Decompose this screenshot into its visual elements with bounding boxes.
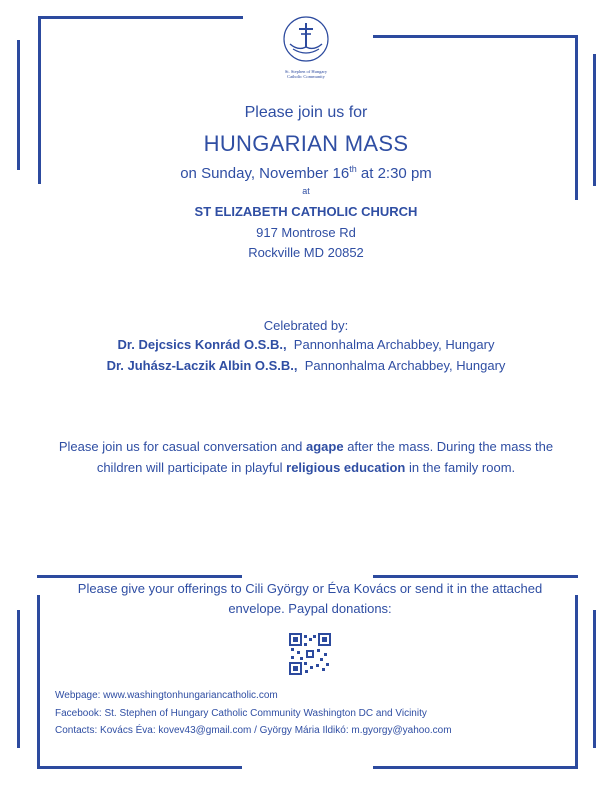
celebrated-heading: Celebrated by: (263, 318, 349, 333)
footer-facebook: Facebook: St. Stephen of Hungary Catholic Community Washington DC and Vicinity (55, 708, 427, 719)
celebrant-line (0, 358, 612, 373)
celebrant-line (0, 337, 612, 352)
footer-webpage[interactable]: Webpage: www.washingtonhungariancatholic.com (55, 690, 278, 701)
frame-bottom-right-outer-vertical (593, 610, 596, 748)
frame-top-left-horizontal (38, 16, 243, 19)
frame-bottom-left-lower-horizontal (37, 766, 242, 769)
celebrant-name: Dr. Dejcsics Konrád O.S.B., (117, 337, 287, 352)
event-title: HUNGARIAN MASS (203, 131, 409, 156)
event-time: at 2:30 pm (356, 165, 432, 182)
event-date: on Sunday, November 16 (180, 165, 350, 182)
qr-code-icon[interactable] (289, 633, 331, 675)
frame-bottom-left-horizontal (37, 575, 242, 578)
agape-paragraph (56, 436, 556, 478)
celebrant-name: Dr. Juhász-Laczik Albin O.S.B., (106, 358, 298, 373)
intro-text: Please join us for (244, 104, 368, 121)
cross-hands-icon (281, 14, 331, 64)
frame-bottom-left-outer-vertical (17, 610, 20, 748)
frame-top-right-horizontal (373, 35, 578, 38)
frame-bottom-right-lower-horizontal (373, 766, 578, 769)
offerings-text: Please give your offerings to Cili György or Éva Kovács or send it in the attached envelope. Paypal donations: (77, 581, 543, 616)
note-text: after the mass. During the mass the children will participate in playful (96, 439, 554, 475)
logo-caption-line2: Catholic Community (287, 74, 325, 79)
community-logo (281, 14, 331, 79)
agape-word: agape (306, 439, 344, 454)
celebrant-affiliation: Pannonhalma Archabbey, Hungary (286, 337, 495, 352)
note-text: in the family room. (405, 460, 516, 475)
celebrant-affiliation: Pannonhalma Archabbey, Hungary (297, 358, 506, 373)
frame-bottom-left-vertical (37, 595, 40, 769)
frame-bottom-right-horizontal (373, 575, 578, 578)
date-ordinal: th (349, 164, 357, 174)
address-street: 917 Montrose Rd (256, 225, 356, 240)
logo-caption-line1: St. Stephen of Hungary (284, 69, 328, 74)
church-name: ST ELIZABETH CATHOLIC CHURCH (194, 204, 418, 219)
address-city: Rockville MD 20852 (248, 245, 364, 260)
frame-bottom-right-vertical (575, 595, 578, 769)
footer-contacts[interactable]: Contacts: Kovács Éva: kovev43@gmail.com / György Mária Ildikó: m.gyorgy@yahoo.com (55, 725, 452, 736)
frame-top-left-vertical (38, 16, 41, 184)
event-datetime (0, 164, 612, 182)
religious-education-phrase: religious education (286, 460, 406, 475)
at-text: at (302, 186, 310, 196)
note-text: Please join us for casual conversation and (58, 439, 307, 454)
